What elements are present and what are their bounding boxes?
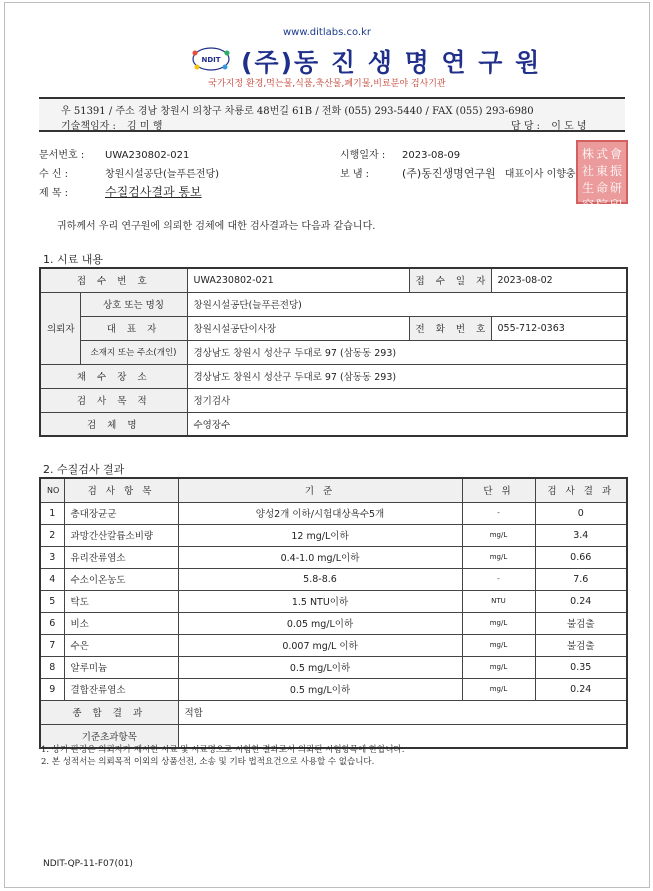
mgr-label: 담 당 : [511,121,541,132]
section2-title: 2. 수질검사 결과 [43,463,125,476]
table-row: 6 비소 0.05 mg/L이하 mg/L 불검출 [40,612,627,634]
addr-label: 소재지 또는 주소(개인) [80,340,187,364]
overall-label: 종 합 결 과 [40,700,178,724]
overall-result: 적합 [178,700,627,724]
form-code: NDIT-QP-11-F07(01) [43,859,133,869]
sender: 보 냄 : (주)동진생명연구원 대표이사 이향충 [340,167,576,180]
rep-name: 창원시설공단이사장 [187,316,409,340]
purpose-label: 검 사 목 적 [40,388,187,412]
col-no: NO [40,478,64,502]
report-page [4,2,650,888]
address-box [39,97,625,132]
sample-info-table [39,267,628,437]
note-1: 1. 상기 판정은 의뢰자가 제시한 시료 및 시료명으로 시험한 결과로서 의뢰된 시험항목에 한합니다. [41,745,405,755]
note-2: 2. 본 성적서는 의뢰목적 이외의 상품선전, 소송 및 기타 법적요건으로 사용할 수 없습니다. [41,757,375,767]
phone-number: 055-712-0363 [491,316,627,340]
company-label: 상호 또는 명칭 [80,292,187,316]
table-row: 2 과망간산칼륨소비량 12 mg/L이하 mg/L 3.4 [40,524,627,546]
doc-title: 수질검사결과 통보 [105,185,202,199]
client-label: 의뢰자 [40,292,80,364]
table-row: 9 결합잔류염소 0.5 mg/L이하 mg/L 0.24 [40,678,627,700]
ceo-name: 대표이사 이향충 [504,169,576,180]
address-line: 우 51391 / 주소 경남 창원시 의창구 차룡로 48번길 61B / 전화 (055) 293-5440 / FAX (055) 293-6980 [61,106,534,117]
logo-text: NDIT [201,56,221,64]
results-table [39,477,628,749]
rep-label: 대 표 자 [80,316,187,340]
org-subtitle: 국가지정 환경,먹는물,식품,축산물,폐기물,비료분야 검사기관 [208,79,446,89]
logo-row [5,43,649,75]
sampling-location: 경상남도 창원시 성산구 두대로 97 (삼동동 293) [187,364,627,388]
receipt-no-label: 접 수 번 호 [40,268,187,292]
receipt-date: 2023-08-02 [491,268,627,292]
col-std: 기 준 [178,478,462,502]
sample-label: 검 체 명 [40,412,187,436]
exceed-label: 기준초과항목 [40,724,178,748]
recipient: 수 신 : 창원시설공단(늘푸른전당) [39,169,220,180]
table-row: 3 유리잔류염소 0.4-1.0 mg/L이하 mg/L 0.66 [40,546,627,568]
table-row: 4 수소이온농도 5.8-8.6 - 7.6 [40,568,627,590]
col-unit: 단 위 [462,478,535,502]
intro-text: 귀하께서 우리 연구원에 의뢰한 검체에 대한 검사결과는 다음과 같습니다. [57,221,376,232]
section1-title: 1. 시료 내용 [43,253,103,266]
company-name: 창원시설공단(늘푸른전당) [187,292,627,316]
notes [41,744,404,768]
subject: 제 목 : 수질검사결과 통보 [39,185,202,199]
doc-number: 문서번호 : UWA230802-021 [39,150,190,161]
tech-name: 김 미 행 [127,121,163,132]
table-row: 5 탁도 1.5 NTU이하 NTU 0.24 [40,590,627,612]
client-address: 경상남도 창원시 성산구 두대로 97 (삼동동 293) [187,340,627,364]
test-purpose: 정기검사 [187,388,627,412]
receipt-no: UWA230802-021 [187,268,409,292]
tech-label: 기술책임자 : [61,121,116,132]
col-item: 검 사 항 목 [64,478,178,502]
receipt-date-label: 접 수 일 자 [409,268,491,292]
org-name: (주)동 진 생 명 연 구 원 [241,48,542,77]
table-row: 1 총대장균군 양성2개 이하/시험대상욕수5개 - 0 [40,502,627,524]
table-row: 8 알루미늄 0.5 mg/L이하 mg/L 0.35 [40,656,627,678]
tech-manager [61,117,162,132]
sample-name: 수영장수 [187,412,627,436]
col-result: 검 사 결 과 [535,478,627,502]
company-seal: 株 式 會 社 東 振 生 命 研 究 院 印 [576,140,628,204]
site-url[interactable]: www.ditlabs.co.kr [282,27,371,38]
mgr-name: 이 도 녕 [551,121,587,132]
phone-label: 전 화 번 호 [409,316,491,340]
lab-logo-icon [191,45,231,73]
sampling-label: 채 수 장 소 [40,364,187,388]
person-in-charge [511,117,587,132]
test-date: 시행일자 : 2023-08-09 [340,150,461,161]
table-row: 7 수은 0.007 mg/L 이하 mg/L 불검출 [40,634,627,656]
